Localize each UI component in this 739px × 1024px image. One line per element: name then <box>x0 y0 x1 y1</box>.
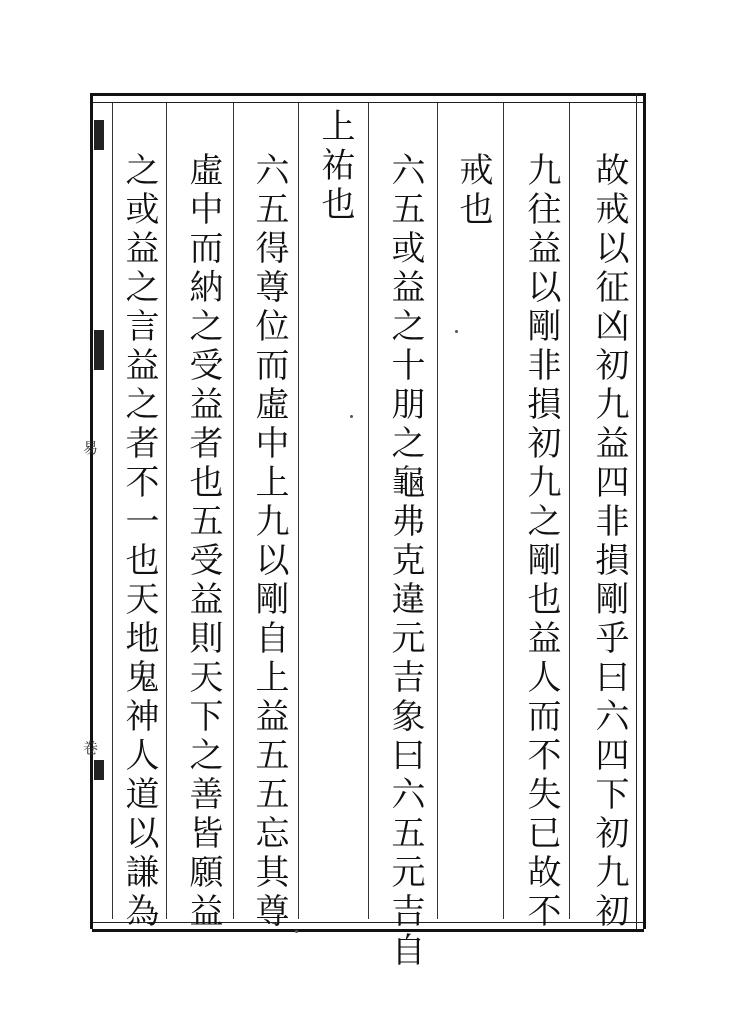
frame-left-border <box>90 93 93 929</box>
frame-top-border <box>92 93 644 103</box>
text-column-7: 虛中而納之受益者也五受益則天下之善皆願益 <box>183 152 223 932</box>
column-rule <box>368 103 369 919</box>
fishtail-mark-top <box>94 120 104 150</box>
text-column-5: 上祐也 <box>315 108 355 225</box>
text-column-4: 六五或益之十朋之龜弗克違元吉象曰六五元吉自 <box>385 152 425 971</box>
column-rule <box>112 103 113 919</box>
column-rule <box>437 103 438 919</box>
margin-title: 易 <box>81 440 99 455</box>
margin-volume: 卷 <box>81 740 99 755</box>
text-column-3: 戒也 <box>453 152 493 230</box>
text-column-1: 故戒以征凶初九益四非損剛乎曰六四下初九初 <box>589 152 629 932</box>
fishtail-mark-middle <box>94 330 104 370</box>
ink-speck <box>350 415 353 418</box>
column-rule <box>166 103 167 919</box>
ink-speck <box>455 330 458 333</box>
ink-speck <box>295 930 298 933</box>
frame-right-border <box>636 93 646 929</box>
text-column-8: 之或益之言益之者不一也天地鬼神人道以謙為 <box>119 152 159 932</box>
column-rule <box>503 103 504 919</box>
text-column-6: 六五得尊位而虛中上九以剛自上益五五忘其尊 <box>249 152 289 932</box>
fishtail-mark-bottom <box>94 760 104 780</box>
column-rule <box>569 103 570 919</box>
text-column-2: 九往益以剛非損初九之剛也益人而不失已故不 <box>521 152 561 932</box>
column-rule <box>233 103 234 919</box>
column-rule <box>298 103 299 919</box>
